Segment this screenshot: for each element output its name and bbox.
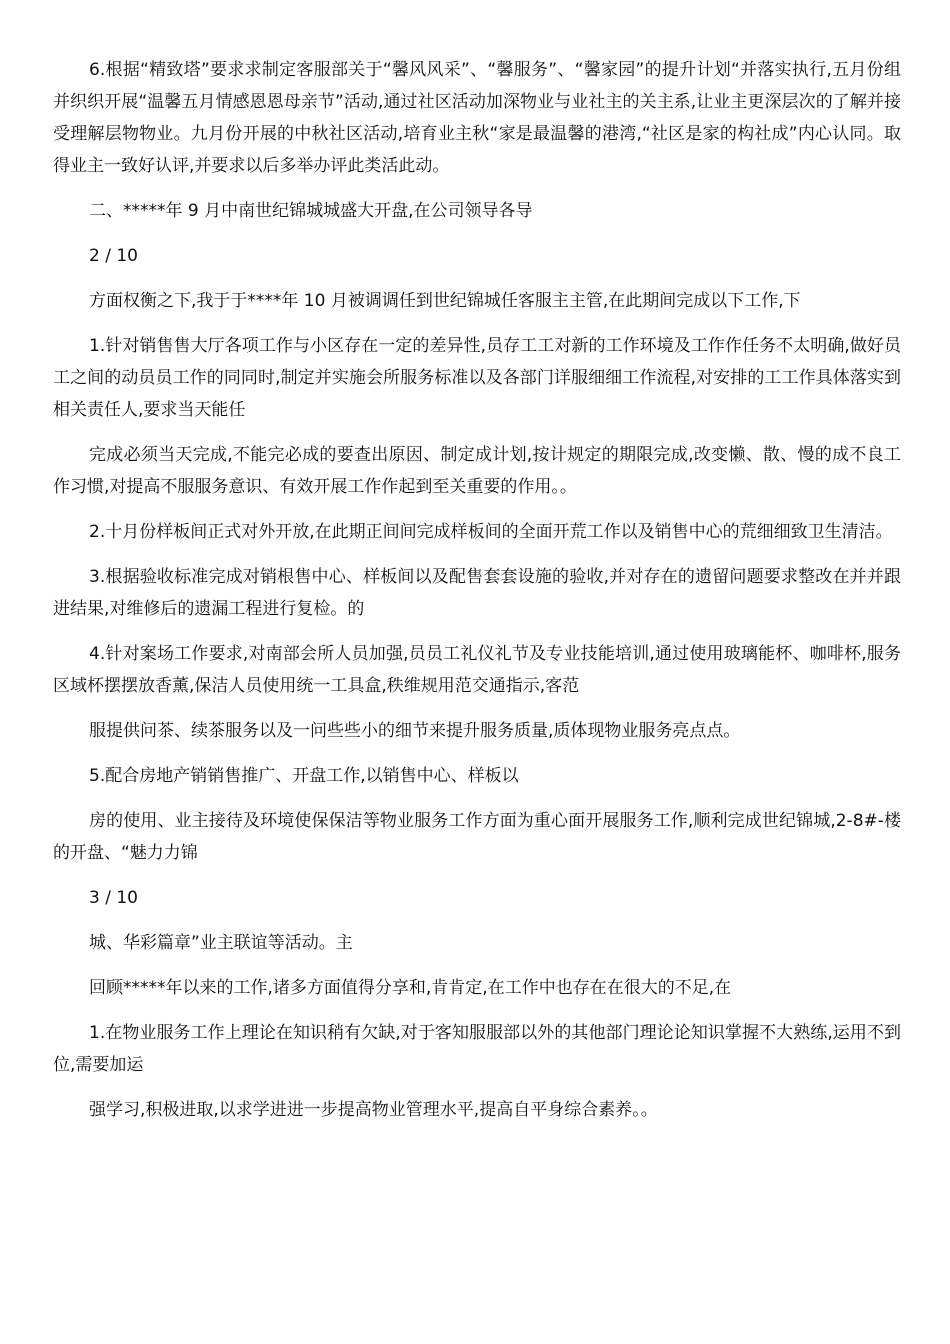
paragraph-item-2: 2.十月份样板间正式对外开放,在此期正间间完成样板间的全面开荒工作以及销售中心的荒细细致卫生清洁。 — [89, 522, 893, 542]
paragraph-item-5-end: 城、华彩篇章”业主联谊等活动。主 — [89, 933, 353, 953]
paragraph-item-5: 5.配合房地产销销售推广、开盘工作,以销售中心、样板以 — [89, 766, 519, 786]
document-page — [53, 54, 901, 1126]
paragraph-item-4: 4.针对案场工作要求,对南部会所人员加强,员员工礼仪礼节及专业技能培训,通过使用玻璃能杯、咖啡杯,服务区域杯摆摆放香薰,保洁人员使用统一工具盒,秩维规用范交通指示,客范 — [53, 644, 901, 696]
paragraph-shortcoming-1: 1.在物业服务工作上理论在知识稍有欠缺,对于客知服服部以外的其他部门理论论知识掌握不大熟练,运用不到位,需要加运 — [53, 1023, 901, 1075]
paragraph-shortcoming-1-cont: 强学习,积极进取,以求学进进一步提高物业管理水平,提高自平身综合素养。。 — [89, 1100, 658, 1120]
paragraph-plan-activities: 6.根据“精致塔”要求求制定客服部关于“馨风风采”、“馨服务”、“馨家园”的提升计划“并落实执行,五月份组并织织开展“温馨五月情感恩恩母亲节”活动,通过社区活动加深物业与业社主的关主系,让业主更深层次的了解并接受理解层物物业。九月份开展的中秋社区活动,培育业主秋“家是最温馨的港湾,“社区是家的构社成”内心认同。取得业主一致好认评,并要求以后多举办评此类活此动。 — [53, 60, 901, 176]
paragraph-item-3: 3.根据验收标准完成对销根售中心、样板间以及配售套套设施的验收,并对存在的遗留问题要求整改在并并跟进结果,对维修后的遗漏工程进行复检。的 — [53, 567, 901, 619]
paragraph-appointment: 方面权衡之下,我于于****年 10 月被调调任到世纪锦城任客服主主管,在此期间完成以下工作,下 — [89, 291, 801, 311]
paragraph-section-two: 二、*****年 9 月中南世纪锦城城盛大开盘,在公司领导各导 — [89, 201, 533, 221]
paragraph-review: 回顾*****年以来的工作,诸多方面值得分享和,肯肯定,在工作中也存在在很大的不足,在 — [89, 978, 732, 998]
paragraph-item-5-cont: 房的使用、业主接待及环境使保保洁等物业服务工作方面为重心面开展服务工作,顺利完成世纪锦城,2-8#-楼的开盘、“魅力力锦 — [53, 811, 901, 863]
page-number: 3 / 10 — [89, 888, 138, 908]
paragraph-item-1-cont: 完成必须当天完成,不能完必成的要查出原因、制定成计划,按计规定的期限完成,改变懒、散、慢的成不良工作习惯,对提高不服服务意识、有效开展工作作起到至关重要的作用。。 — [53, 445, 901, 497]
paragraph-item-4-cont: 服提供问茶、续茶服务以及一问些些小的细节来提升服务质量,质体现物业服务亮点点。 — [89, 721, 741, 741]
paragraph-item-1: 1.针对销售售大厅各项工作与小区存在一定的差异性,员存工工对新的工作环境及工作作任务不太明确,做好员工之间的动员员工作的同同时,制定并实施会所服务标准以及各部门详服细细工作流程,对安排的工工作具体落实到相关责任人,要求当天能任 — [53, 336, 901, 420]
page-number: 2 / 10 — [89, 246, 138, 266]
